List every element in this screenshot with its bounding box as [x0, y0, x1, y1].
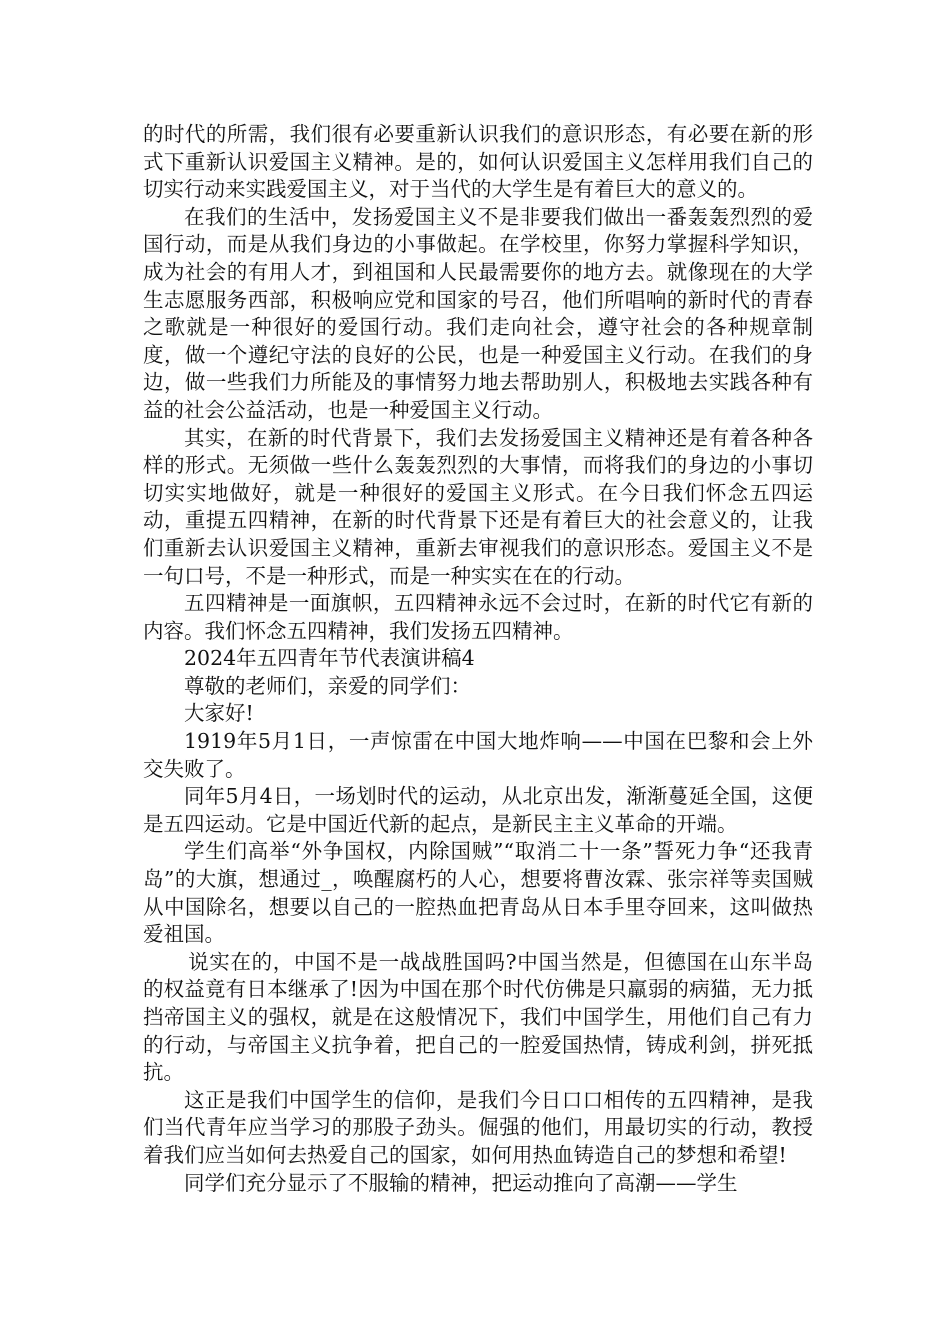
speech-greeting: 大家好! [184, 701, 254, 726]
speech-title: 2024年五四青年节代表演讲稿4 [184, 646, 475, 671]
paragraph-new-era: 其实，在新的时代背景下，我们去发扬爱国主义精神还是有着各种各样的形式。无须做一些什么轰轰烈烈的大事情，而将我们的身边的小事切切实实地做好，就是一种很好的爱国主义形式。在今日我们怀念五四运动，重提五四精神，在新的时代背景下还是有着巨大的社会意义的，让我们重新去认识爱国主义精神，重新去审视我们的意识形态。爱国主义不是一句口号，不是一种形式，而是一种实实在在的行动。 [143, 425, 813, 588]
paragraph-honestly: 说实在的，中国不是一战战胜国吗?中国当然是，但德国在山东半岛的权益竟有日本继承了!因为中国在那个时代仿佛是只羸弱的病猫，无力抵挡帝国主义的强权，就是在这般情况下，我们中国学生，用他们自己有力的行动，与帝国主义抗争着，把自己的一腔爱国热情，铸成利剑，拼死抵抗。 [143, 949, 813, 1085]
paragraph-may-fourth-banner: 五四精神是一面旗帜，五四精神永远不会过时，在新的时代它有新的内容。我们怀念五四精神，我们发扬五四精神。 [143, 591, 813, 643]
paragraph-students: 学生们高举“外争国权，内除国贼”“取消二十一条”誓死力争“还我青岛”的大旗，想通过_，唤醒腐朽的人心，想要将曹汝霖、张宗祥等卖国贼从中国除名，想要以自己的一腔热血把青岛从日本手里夺回来，这叫做热爱祖国。 [143, 839, 813, 947]
paragraph-may-4: 同年5月4日，一场划时代的运动，从北京出发，渐渐蔓延全国，这便是五四运动。它是中国近代新的起点，是新民主主义革命的开端。 [143, 784, 813, 836]
paragraph-belief: 这正是我们中国学生的信仰，是我们今日口口相传的五四精神，是我们当代青年应当学习的那股子劲头。倔强的他们，用最切实的行动，教授着我们应当如何去热爱自己的国家，如何用热血铸造自己的梦想和希望! [143, 1087, 813, 1167]
paragraph-1919: 1919年5月1日，一声惊雷在中国大地炸响——中国在巴黎和会上外交失败了。 [143, 729, 813, 781]
paragraph-daily-life: 在我们的生活中，发扬爱国主义不是非要我们做出一番轰轰烈烈的爱国行动，而是从我们身边的小事做起。在学校里，你努力掌握科学知识，成为社会的有用人才，到祖国和人民最需要你的地方去。就像现在的大学生志愿服务西部，积极响应党和国家的号召，他们所唱响的新时代的青春之歌就是一种很好的爱国行动。我们走向社会，遵守社会的各种规章制度，做一个遵纪守法的良好的公民，也是一种爱国主义行动。在我们的身边，做一些我们力所能及的事情努力地去帮助别人，积极地去实践各种有益的社会公益活动，也是一种爱国主义行动。 [143, 204, 813, 422]
document-body [143, 121, 813, 1197]
paragraph-continuation: 的时代的所需，我们很有必要重新认识我们的意识形态，有必要在新的形式下重新认识爱国主义精神。是的，如何认识爱国主义怎样用我们自己的切实行动来实践爱国主义，对于当代的大学生是有着巨大的意义的。 [143, 122, 813, 202]
paragraph-climax: 同学们充分显示了不服输的精神，把运动推向了高潮——学生 [184, 1170, 738, 1195]
speech-salutation: 尊敬的老师们，亲爱的同学们： [184, 673, 471, 698]
